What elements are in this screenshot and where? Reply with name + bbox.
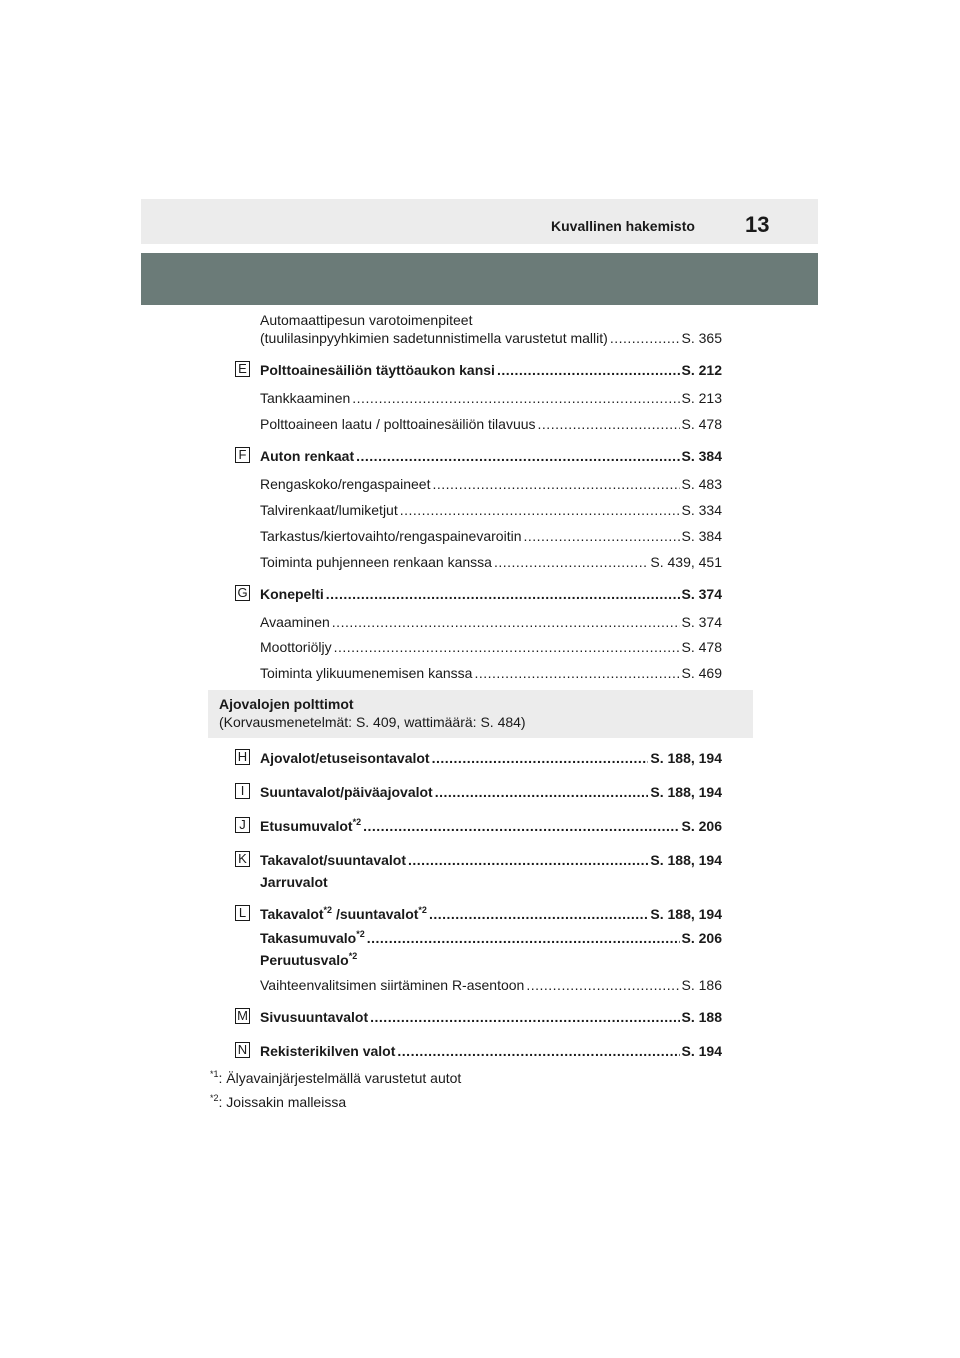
leader-dots xyxy=(332,613,680,631)
index-entry-main xyxy=(260,585,722,603)
index-entry-main xyxy=(260,905,722,923)
index-entry xyxy=(260,638,722,656)
entry-label: Suuntavalot/päiväajovalot xyxy=(260,784,433,800)
entry-label: Rekisterikilven valot xyxy=(260,1043,396,1059)
page-number: 13 xyxy=(745,212,770,237)
leader-dots xyxy=(432,475,679,493)
section-band xyxy=(141,253,818,305)
entry-page: S. 194 xyxy=(681,1043,722,1059)
index-entry xyxy=(260,475,722,493)
footnote xyxy=(210,1093,346,1111)
entry-page: S. 439, 451 xyxy=(650,554,722,570)
entry-label xyxy=(260,929,365,947)
entry-page: S. 188, 194 xyxy=(650,784,722,800)
callout-letter-m: M xyxy=(235,1008,250,1024)
leader-dots xyxy=(367,929,680,947)
index-entry xyxy=(260,929,722,947)
callout-letter-j: J xyxy=(235,817,250,833)
leader-dots xyxy=(408,851,648,869)
callout-letter-i: I xyxy=(235,783,250,799)
index-entry-main xyxy=(260,1008,722,1026)
leader-dots xyxy=(435,783,649,801)
index-entry xyxy=(260,553,722,571)
index-entry-main xyxy=(260,447,722,465)
footnote-text: : Joissakin malleissa xyxy=(218,1094,347,1110)
leader-dots xyxy=(526,976,679,994)
index-subentry xyxy=(260,951,357,969)
entry-page: S. 188 xyxy=(681,1009,722,1025)
index-entry xyxy=(260,976,722,994)
footnote xyxy=(210,1069,461,1087)
entry-page: S. 186 xyxy=(681,977,722,993)
headlight-bulbs-title: Ajovalojen polttimot xyxy=(219,696,354,712)
callout-letter-h: H xyxy=(235,749,250,765)
entry-label-text: Etusumuvalot xyxy=(260,818,353,834)
footnote-mark: *2 xyxy=(210,1093,219,1103)
entry-label: Rengaskoko/rengaspaineet xyxy=(260,476,431,492)
entry-page: S. 213 xyxy=(681,390,722,406)
entry-label: Toiminta ylikuumenemisen kanssa xyxy=(260,665,473,681)
entry-page: S. 483 xyxy=(681,476,722,492)
entry-label: Talvirenkaat/lumiketjut xyxy=(260,502,398,518)
leader-dots xyxy=(363,817,679,835)
leader-dots xyxy=(352,389,679,407)
leader-dots xyxy=(429,905,648,923)
entry-page: S. 206 xyxy=(681,930,722,946)
entry-label: Toiminta puhjenneen renkaan kanssa xyxy=(260,554,492,570)
entry-label: Takavalot/suuntavalot xyxy=(260,852,407,868)
entry-label: Tankkaaminen xyxy=(260,390,351,406)
entry-page: S. 374 xyxy=(681,614,722,630)
entry-page: S. 212 xyxy=(681,362,722,378)
footnote-ref: *2 xyxy=(348,951,358,961)
entry-label-text: Takavalot xyxy=(260,906,324,922)
leader-dots xyxy=(326,585,680,603)
index-entry xyxy=(260,501,722,519)
entry-label-text: Takasumuvalo xyxy=(260,930,357,946)
leader-dots xyxy=(474,664,679,682)
entry-label: Moottoriöljy xyxy=(260,639,332,655)
entry-label xyxy=(260,817,361,835)
entry-label xyxy=(260,905,427,923)
entry-page: S. 365 xyxy=(681,330,722,346)
callout-letter-l: L xyxy=(235,905,250,921)
index-entry xyxy=(260,664,722,682)
entry-page: S. 188, 194 xyxy=(650,852,722,868)
entry-label: Tarkastus/kiertovaihto/rengaspainevaroitin xyxy=(260,528,522,544)
index-entry xyxy=(260,389,722,407)
entry-page: S. 478 xyxy=(681,416,722,432)
entry-page: S. 469 xyxy=(681,665,722,681)
entry-label-text: Peruutusvalo xyxy=(260,952,349,968)
entry-page: S. 188, 194 xyxy=(650,750,722,766)
footnote-text: : Älyavainjärjestelmällä varustetut autot xyxy=(218,1070,462,1086)
index-subentry: Jarruvalot xyxy=(260,874,328,890)
leader-dots xyxy=(334,638,680,656)
entry-label: Konepelti xyxy=(260,586,324,602)
entry-label: Polttoainesäiliön täyttöaukon kansi xyxy=(260,362,495,378)
footnote-ref: *2 xyxy=(352,817,362,827)
entry-label: Auton renkaat xyxy=(260,448,355,464)
entry-page: S. 206 xyxy=(681,818,722,834)
index-entry-main xyxy=(260,361,722,379)
header-bar xyxy=(141,199,818,244)
entry-page: S. 334 xyxy=(681,502,722,518)
leader-dots xyxy=(523,527,679,545)
entry-page: S. 374 xyxy=(681,586,722,602)
entry-page: S. 188, 194 xyxy=(650,906,722,922)
entry-label: Ajovalot/etuseisontavalot xyxy=(260,750,430,766)
leader-dots xyxy=(356,447,679,465)
index-entry xyxy=(260,527,722,545)
index-entry-main xyxy=(260,749,722,767)
entry-page: S. 478 xyxy=(681,639,722,655)
callout-letter-n: N xyxy=(235,1042,250,1058)
header-title: Kuvallinen hakemisto xyxy=(551,218,695,234)
footnote-ref: *2 xyxy=(418,905,427,915)
leader-dots xyxy=(494,553,648,571)
entry-label: (tuulilasinpyyhkimien sadetunnistimella varustetut mallit) xyxy=(260,330,608,346)
leader-dots xyxy=(432,749,649,767)
index-entry-main xyxy=(260,851,722,869)
leader-dots xyxy=(538,415,680,433)
leader-dots xyxy=(397,1042,679,1060)
callout-letter-k: K xyxy=(235,851,250,867)
callout-letter-e: E xyxy=(235,361,250,377)
leader-dots xyxy=(610,329,680,347)
index-entry xyxy=(260,613,722,631)
entry-label: Avaaminen xyxy=(260,614,330,630)
entry-label: Polttoaineen laatu / polttoainesäiliön tilavuus xyxy=(260,416,536,432)
callout-letter-f: F xyxy=(235,447,250,463)
index-entry xyxy=(260,415,722,433)
entry-label: Vaihteenvalitsimen siirtäminen R-asentoon xyxy=(260,977,525,993)
leader-dots xyxy=(497,361,680,379)
intro-line: Automaattipesun varotoimenpiteet xyxy=(260,312,473,328)
entry-page: S. 384 xyxy=(681,528,722,544)
leader-dots xyxy=(370,1008,679,1026)
entry-page: S. 384 xyxy=(681,448,722,464)
footnote-mark: *1 xyxy=(210,1069,219,1079)
index-entry xyxy=(260,329,722,347)
footnote-ref: *2 xyxy=(323,905,333,915)
callout-letter-g: G xyxy=(235,585,250,601)
index-entry-main xyxy=(260,1042,722,1060)
footnote-ref: *2 xyxy=(356,929,365,939)
leader-dots xyxy=(400,501,680,519)
headlight-bulbs-text: (Korvausmenetelmät: S. 409, wattimäärä: S. 484) xyxy=(219,714,526,730)
index-entry-main xyxy=(260,783,722,801)
entry-label: Sivusuuntavalot xyxy=(260,1009,369,1025)
entry-label-text: /suuntavalot xyxy=(332,906,419,922)
index-entry-main xyxy=(260,817,722,835)
